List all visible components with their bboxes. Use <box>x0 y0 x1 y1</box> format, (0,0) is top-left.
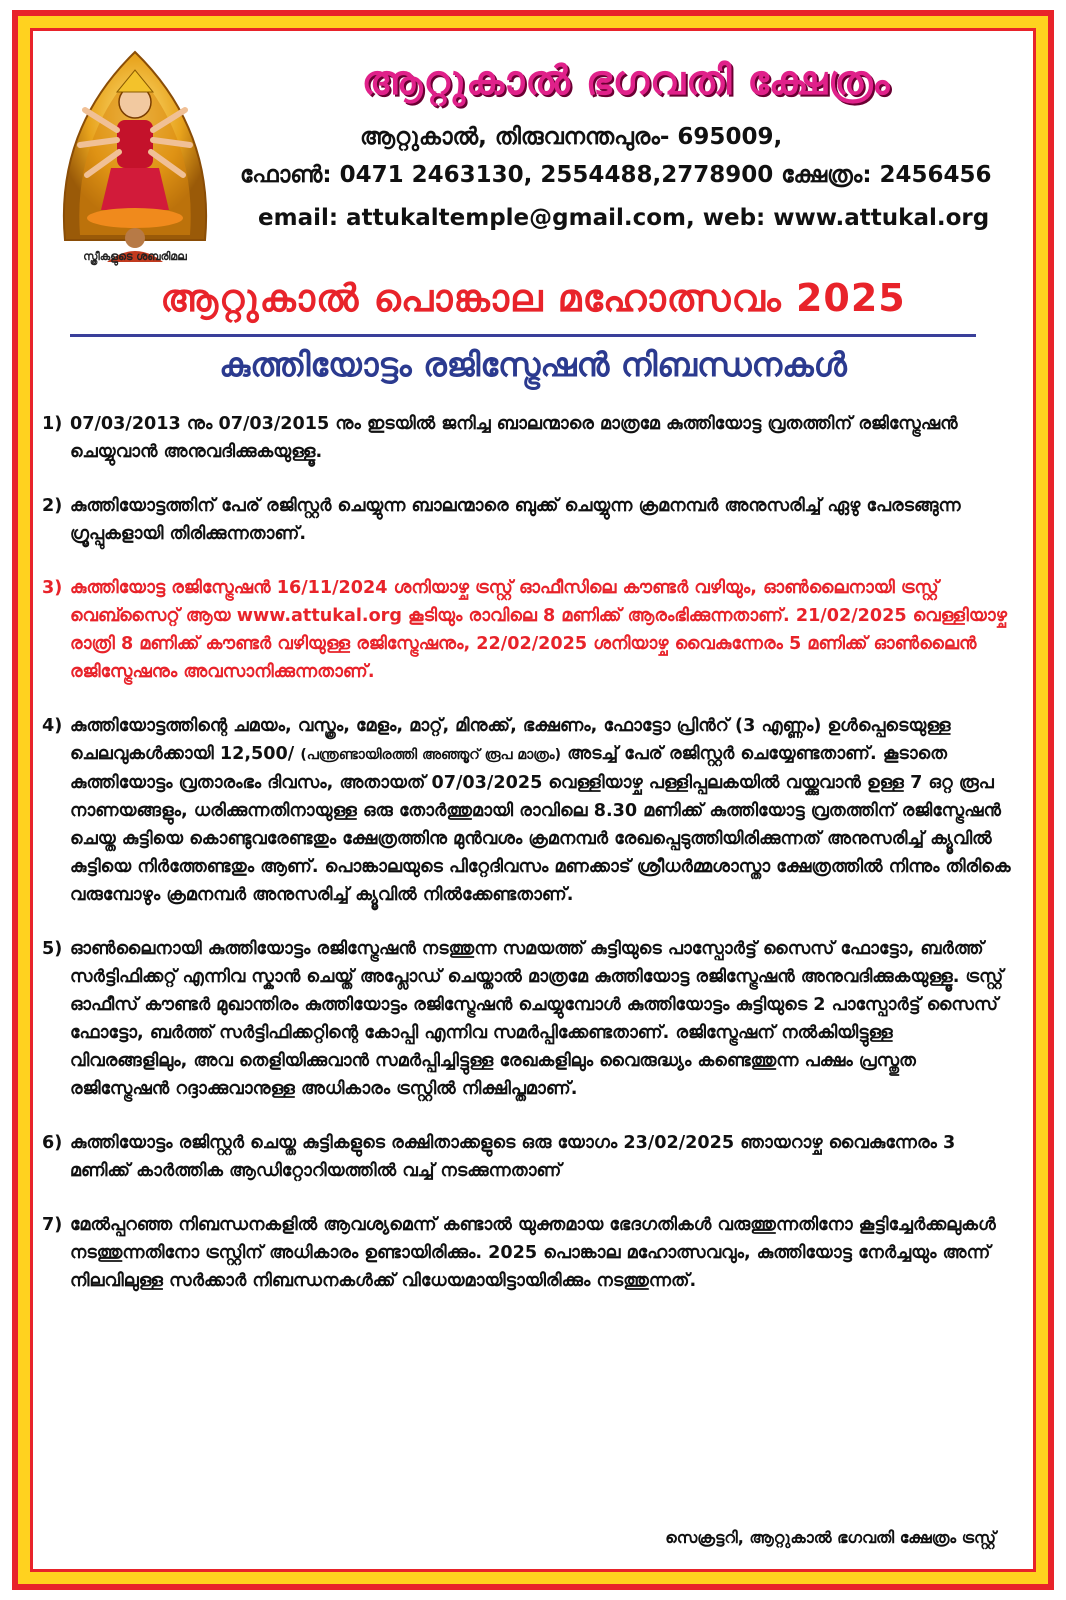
temple-name-heading: ആറ്റുകാൽ ഭഗവതി ക്ഷേത്രം <box>361 58 891 104</box>
rule-text-part: കുത്തിയോട്ടത്തിന്റെ ചമയം, വസ്ത്രം, മേളം, മാറ്റ്, മിനുക്ക്, ഭക്ഷണം, ഫോട്ടോ പ്രിൻറ് (3 എണ്ണം) ഉൾപ്പെടെയുള്ള ചെലവുകൾക്കായി 12,500/ <box>70 716 951 764</box>
rule-text: ഓൺലൈനായി കുത്തിയോട്ടം രജിസ്ട്രേഷൻ നടത്തുന്ന സമയത്ത് കുട്ടിയുടെ പാസ്പോർട്ട് സൈസ് ഫോട്ടോ, ബർത്ത് സർട്ടിഫിക്കറ്റ് എന്നിവ സ്കാൻ ചെയ്ത് അപ്ലോഡ് ചെയ്താൽ മാത്രമേ കുത്തിയോട്ട രജിസ്ട്രേഷൻ അനുവദിക്കുകയുള്ളൂ. ട്രസ്റ്റ് ഓഫീസ് കൗണ്ടർ മുഖാന്തിരം കുത്തിയോട്ടം രജിസ്ട്രേഷൻ ചെയ്യുമ്പോൾ കുത്തിയോട്ടം കുട്ടിയുടെ 2 പാസ്പോർട്ട് സൈസ് ഫോട്ടോ, ബർത്ത് സർട്ടിഫിക്കറ്റിന്റെ കോപ്പി എന്നിവ സമർപ്പിക്കേണ്ടതാണ്. രജിസ്ട്രേഷന് നൽകിയിട്ടുള്ള വിവരങ്ങളിലും, അവ തെളിയിക്കുവാൻ സമർപ്പിച്ചിട്ടുള്ള രേഖകളിലും വൈരുദ്ധ്യം കണ്ടെത്തുന്ന പക്ഷം പ്രസ്തുത രജിസ്ട്രേഷൻ റദ്ദാക്കുവാനുള്ള അധികാരം ട്രസ്റ്റിൽ നിക്ഷിപ്തമാണ്. <box>70 939 1004 1099</box>
title-divider <box>70 334 976 337</box>
rule-text: 07/03/2013 നും 07/03/2015 നും ഇടയിൽ ജനിച്ച ബാലന്മാരെ മാത്രമേ കുത്തിയോട്ട വ്രതത്തിന് രജിസ്ട്രേഷൻ ചെയ്യുവാൻ അനുവദിക്കുകയുള്ളൂ. <box>70 414 958 462</box>
address-line: ആറ്റുകാൽ, തിരുവനന്തപുരം- 695009, <box>360 124 783 150</box>
registration-rules-subtitle: കുത്തിയോട്ടം രജിസ്ട്രേഷൻ നിബന്ധനകൾ <box>219 345 847 384</box>
festival-title: ആറ്റുകാൽ പൊങ്കാല മഹോത്സവം 2025 <box>160 276 906 320</box>
rule-number: 6) <box>42 1133 63 1153</box>
deity-logo-icon <box>45 40 225 270</box>
rule-number: 5) <box>42 939 63 959</box>
rule-item <box>42 1129 1012 1185</box>
rule-text-part: അടച്ച് പേര് രജിസ്റ്റർ ചെയ്യേണ്ടതാണ്. കൂടാതെ കുത്തിയോട്ടം വ്രതാരംഭം ദിവസം, അതായത് 07/03/2025 വെള്ളിയാഴ്ച പള്ളിപ്പലകയിൽ വയ്ക്കുവാൻ ഉള്ള 7 ഒറ്റ രൂപ നാണയങ്ങളും, ധരിക്കുന്നതിനായുള്ള ഒരു തോർത്തുമായി രാവിലെ 8.30 മണിക്ക് കുത്തിയോട്ട വ്രതത്തിന് രജിസ്ട്രേഷൻ ചെയ്ത കുട്ടിയെ കൊണ്ടുവരേണ്ടതും ക്ഷേത്രത്തിനു മുൻവശം ക്രമനമ്പർ രേഖപ്പെടുത്തിയിരിക്കുന്നത് അനുസരിച്ച് ക്യൂവിൽ കുട്ടിയെ നിർത്തേണ്ടതും ആണ്. പൊങ്കാലയുടെ പിറ്റേദിവസം മണക്കാട് ശ്രീധർമ്മശാസ്താ ക്ഷേത്രത്തിൽ നിന്നും തിരികെ വരുമ്പോഴും ക്രമനമ്പർ അനുസരിച്ച് ക്യൂവിൽ നിൽക്കേണ്ടതാണ്. <box>70 744 1011 905</box>
rule-text: കുത്തിയോട്ട രജിസ്ട്രേഷൻ 16/11/2024 ശനിയാഴ്ച ട്രസ്റ്റ് ഓഫീസിലെ കൗണ്ടർ വഴിയും, ഓൺലൈനായി ട്രസ്റ്റ് വെബ്സൈറ്റ് ആയ www.attukal.org കൂടിയും രാവിലെ 8 മണിക്ക് ആരംഭിക്കുന്നതാണ്. 21/02/2025 വെള്ളിയാഴ്ച രാത്രി 8 മണിക്ക് കൗണ്ടർ വഴിയുള്ള രജിസ്ട്രേഷനും, 22/02/2025 ശനിയാഴ്ച വൈകുന്നേരം 5 മണിക്ക് ഓൺലൈൻ രജിസ്ട്രേഷനും അവസാനിക്കുന്നതാണ്. <box>70 578 1007 682</box>
rule-item <box>42 712 1012 909</box>
phone-line: ഫോൺ: 0471 2463130, 2554488,2778900 ക്ഷേത്രം: 2456456 <box>240 162 992 188</box>
rule-item <box>42 492 1012 548</box>
rules-list <box>42 410 1012 1321</box>
logo-caption: സ്ത്രീകളുടെ ശബരിമല <box>83 250 187 263</box>
rule-item <box>42 935 1012 1103</box>
rule-text: കുത്തിയോട്ടം രജിസ്റ്റർ ചെയ്ത കുട്ടികളുടെ രക്ഷിതാക്കളുടെ ഒരു യോഗം 23/02/2025 ഞായറാഴ്ച വൈകുന്നേരം 3 മണിക്ക് കാർത്തിക ആഡിറ്റോറിയത്തിൽ വച്ച് നടക്കുന്നതാണ് <box>70 1133 956 1181</box>
email-web-line: email: attukaltemple@gmail.com, web: www.attukal.org <box>258 205 990 231</box>
rule-text: കുത്തിയോട്ടത്തിന് പേര് രജിസ്റ്റർ ചെയ്യുന്ന ബാലന്മാരെ ബുക്ക് ചെയ്യുന്ന ക്രമനമ്പർ അനുസരിച്ച് ഏഴു പേരടങ്ങുന്ന ഗ്രൂപ്പുകളായി തിരിക്കുന്നതാണ്. <box>70 496 961 544</box>
rule-number: 1) <box>42 414 63 434</box>
amount-in-words: (പന്ത്രണ്ടായിരത്തി അഞ്ഞൂറ് രൂപ മാത്രം) <box>300 747 562 763</box>
rule-number: 7) <box>42 1215 63 1235</box>
rule-item <box>42 410 1012 466</box>
rule-text <box>70 712 1012 909</box>
rule-text: മേൽപ്പറഞ്ഞ നിബന്ധനകളിൽ ആവശ്യമെന്ന് കണ്ടാൽ യുക്തമായ ഭേദഗതികൾ വരുത്തുന്നതിനോ കൂട്ടിച്ചേർക്കലുകൾ നടത്തുന്നതിനോ ട്രസ്റ്റിന് അധികാരം ഉണ്ടായിരിക്കും. 2025 പൊങ്കാല മഹോത്സവവും, കുത്തിയോട്ട നേർച്ചയും അന്ന് നിലവിലുള്ള സർക്കാർ നിബന്ധനകൾക്ക് വിധേയമായിട്ടായിരിക്കും നടത്തുന്നത്. <box>70 1215 996 1291</box>
rule-item-highlighted <box>42 574 1012 686</box>
signature-line: സെക്രട്ടറി, ആറ്റുകാൽ ഭഗവതി ക്ഷേത്രം ട്രസ്റ്റ് <box>665 1528 996 1547</box>
rule-number: 2) <box>42 496 63 516</box>
rule-number: 3) <box>42 578 63 598</box>
rule-item <box>42 1211 1012 1295</box>
rule-number: 4) <box>42 716 63 736</box>
